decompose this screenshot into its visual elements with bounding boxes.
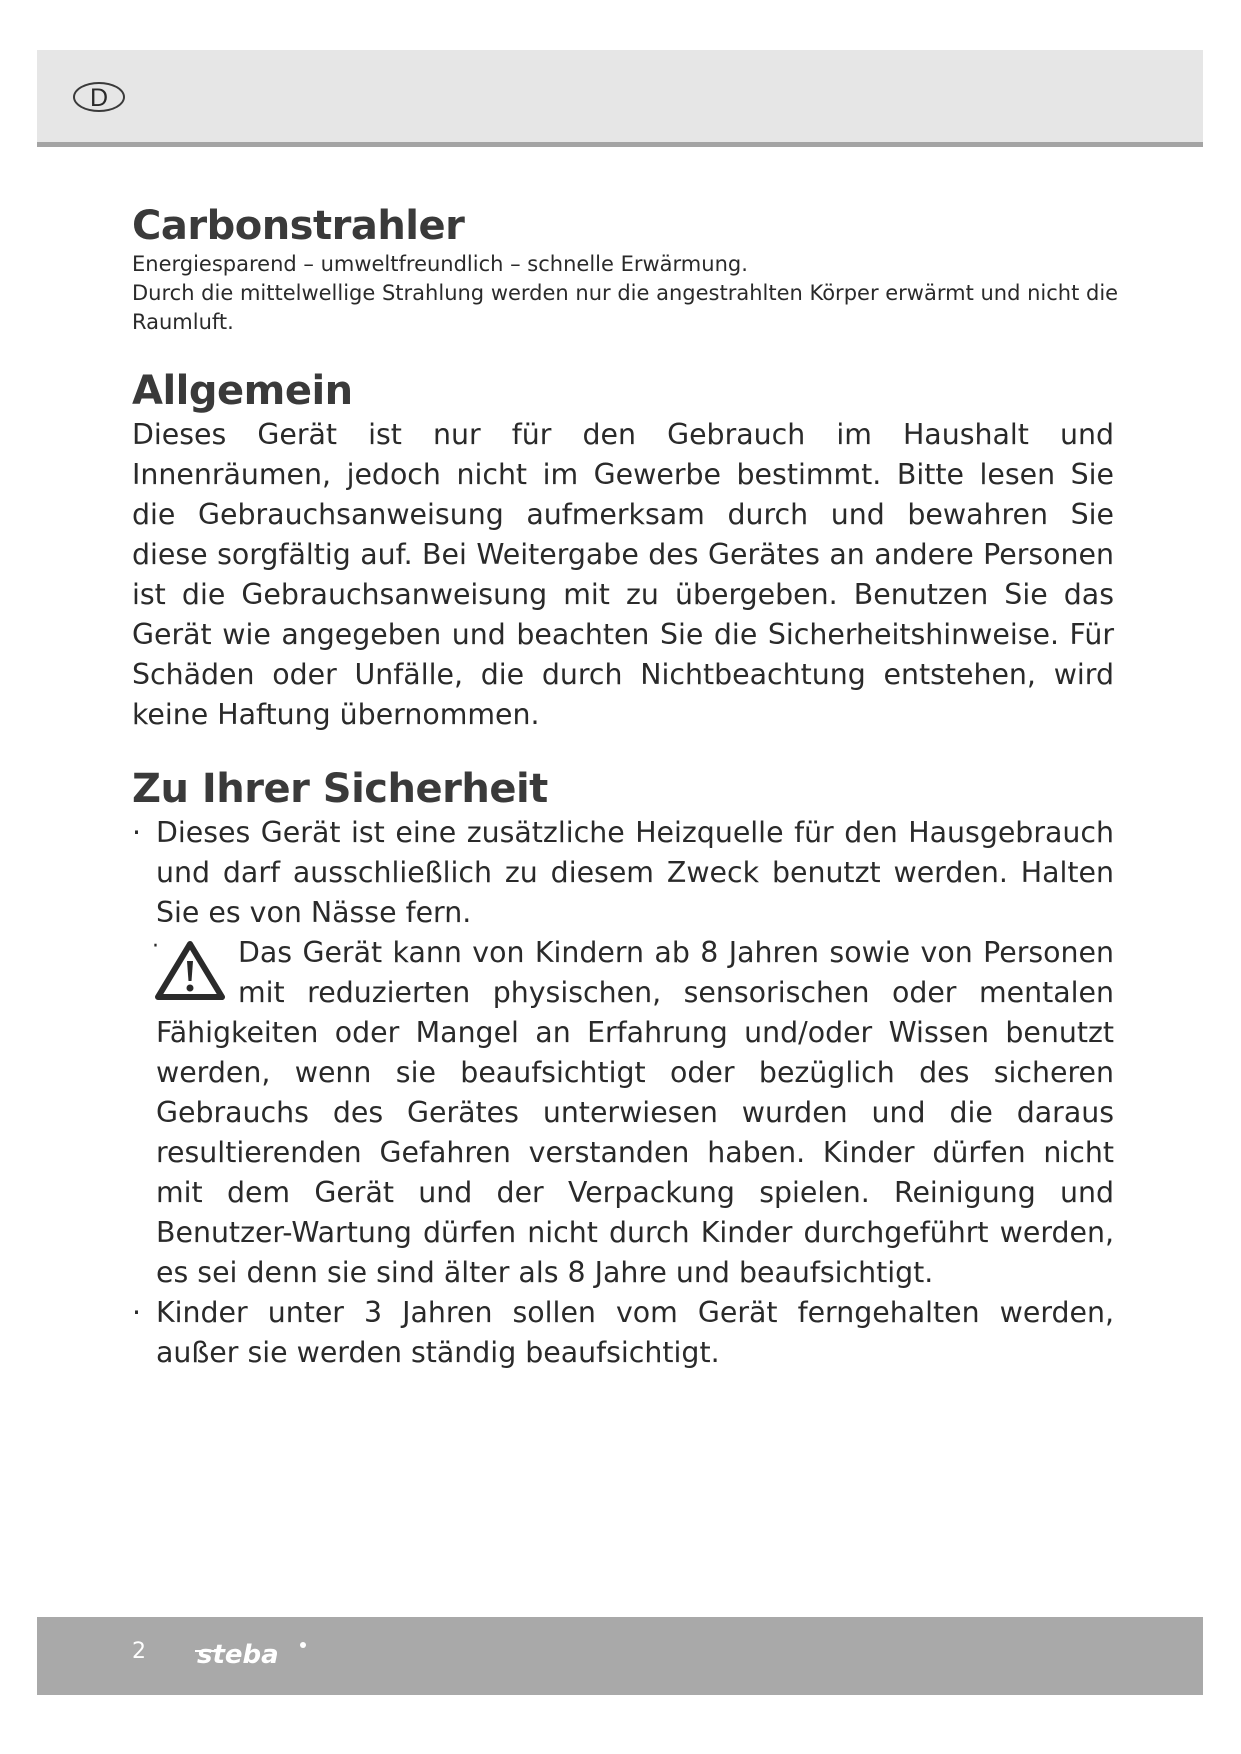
logo-text: steba [197, 1640, 279, 1670]
language-badge: D [73, 82, 125, 112]
bullet-text-3: Kinder unter 3 Jahren sollen vom Gerät ferngehalten werden, außer sie werden ständig beaufsichtigt. [156, 1296, 1114, 1369]
bullet-text-2: Das Gerät kann von Kindern ab 8 Jahren sowie von Personen mit reduzierten physischen, sensorischen oder mentalen Fähigkeiten oder Mangel an Erfahrung und/oder Wissen benutzt werden, wenn sie beaufsichtigt oder bezüglich des sicheren Gebrauchs des Gerätes unterwiesen wurden und die daraus resultierenden Gefahren verstanden haben. Kinder dürfen nicht mit dem Gerät und der Verpackung spielen. Reinigung und Benutzer-Wartung dürfen nicht durch Kinder durchgeführt werden, es sei denn sie sind älter als 8 Jahre und beaufsichtigt. [156, 936, 1114, 1289]
bullet-dot: · [132, 1296, 142, 1329]
header-band [37, 50, 1203, 147]
list-item-warning [132, 933, 1114, 1293]
page-number: 2 [132, 1639, 146, 1664]
list-item [132, 813, 1114, 933]
logo-dot [300, 1642, 306, 1648]
warning-triangle-icon [154, 939, 226, 1003]
heading-allgemein: Allgemein [132, 368, 353, 414]
section-allgemein [132, 367, 1122, 735]
footer-band [37, 1617, 1203, 1695]
bullet-text-1: Dieses Gerät ist eine zusätzliche Heizquelle für den Hausgebrauch und darf ausschließlich zu diesem Zweck benutzt werden. Halten Sie es von Nässe fern. [156, 816, 1114, 929]
heading-sicherheit: Zu Ihrer Sicherheit [132, 766, 548, 812]
bullet-dot: · [132, 816, 142, 849]
allgemein-paragraph: Dieses Gerät ist nur für den Gebrauch im Haushalt und Innenräumen, jedoch nicht im Gewerbe bestimmt. Bitte lesen Sie die Gebrauchsanweisung aufmerksam durch und bewahren Sie diese sorgfältig auf. Bei Weitergabe des Gerätes an andere Personen ist die Gebrauchsanweisung mit zu übergeben. Benutzen Sie das Gerät wie angegeben und beachten Sie die Sicherheitshinweise. Für Schäden oder Unfälle, die durch Nichtbeachtung entstehen, wird keine Haftung übernommen. [132, 418, 1114, 731]
section-sicherheit [132, 765, 1122, 1373]
bullet-dot: · [152, 934, 159, 959]
carbon-description: Durch die mittelwellige Strahlung werden nur die angestrahlten Körper erwärmt und nicht die Raumluft. [132, 281, 1119, 334]
carbon-tagline: Energiesparend – umweltfreundlich – schnelle Erwärmung. [132, 252, 748, 276]
page-content [132, 202, 1122, 1373]
section-carbonstrahler [132, 202, 1122, 337]
steba-logo [193, 1637, 313, 1671]
heading-carbonstrahler: Carbonstrahler [132, 203, 465, 249]
list-item [132, 1293, 1114, 1373]
